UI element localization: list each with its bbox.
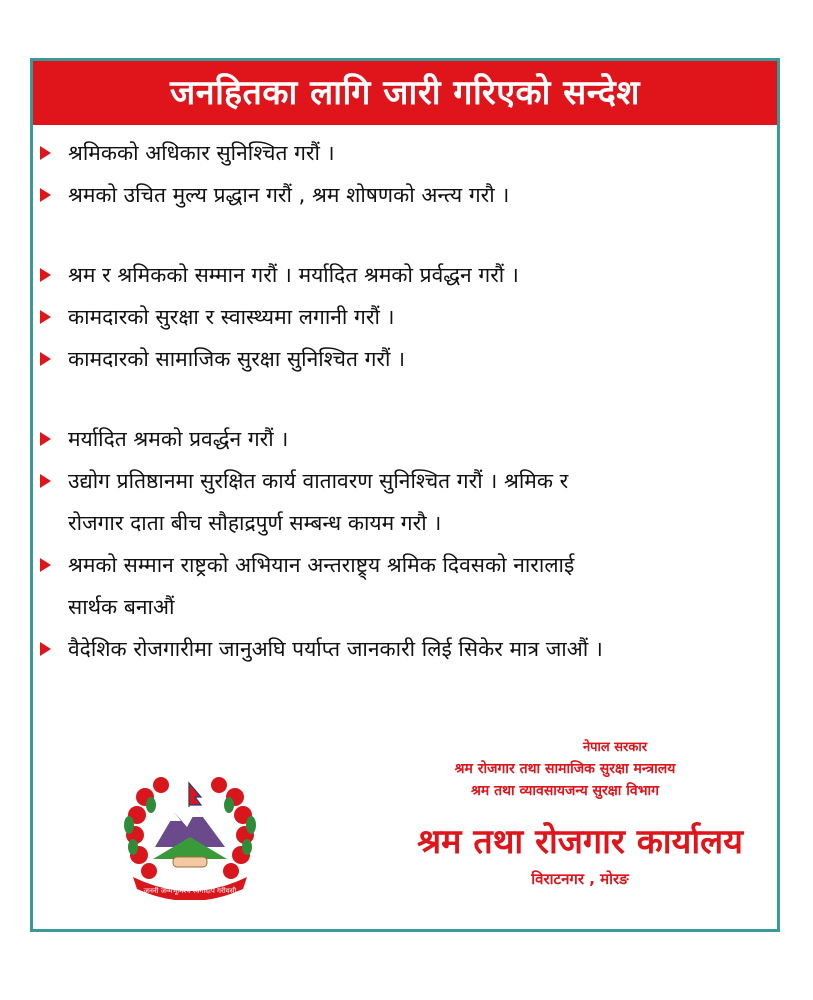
message-item: [38, 254, 783, 296]
message-text: कामदारको सुरक्षा र स्वास्थ्यमा लगानी गरौं ।: [68, 305, 395, 329]
ministry-name: श्रम रोजगार तथा सामाजिक सुरक्षा मन्त्रालय: [454, 761, 676, 777]
message-item: [38, 628, 783, 670]
message-item: [38, 460, 783, 502]
bullet-arrow-icon: [40, 642, 51, 656]
office-signature-block: [355, 738, 775, 890]
message-text: सार्थक बनाऔं: [68, 595, 175, 619]
message-item: [38, 132, 783, 174]
government-name: नेपाल सरकार: [582, 740, 648, 755]
message-text: श्रमको सम्मान राष्ट्रको अभियान अन्तराष्ट्र्य श्रमिक दिवसको नारालाई: [68, 553, 575, 577]
bullet-arrow-icon: [40, 146, 51, 160]
bullet-arrow-icon: [40, 268, 51, 282]
nepal-emblem-icon: [115, 775, 265, 900]
poster-title-banner: जनहितका लागि जारी गरिएको सन्देश: [33, 61, 777, 125]
bullet-arrow-icon: [40, 474, 51, 488]
bullet-arrow-icon: [40, 310, 51, 324]
message-item: [38, 174, 783, 216]
message-text: श्रमको उचित मुल्य प्रद्धान गरौं , श्रम शोषणको अन्त्य गरौ ।: [68, 183, 510, 207]
message-item: [38, 338, 783, 380]
office-location: विराटनगर , मोरङ: [531, 870, 629, 888]
office-name: श्रम तथा रोजगार कार्यालय: [417, 822, 743, 862]
message-text: श्रम र श्रमिकको सम्मान गरौं । मर्यादित श्रमको प्रर्वद्धन गरौं ।: [68, 263, 519, 287]
message-text: उद्योग प्रतिष्ठानमा सुरक्षित कार्य वातावरण सुनिश्चित गरौं । श्रमिक र: [68, 469, 569, 493]
message-text: कामदारको सामाजिक सुरक्षा सुनिश्चित गरौं ।: [68, 347, 406, 371]
message-item-continuation: [38, 502, 783, 544]
message-item: [38, 418, 783, 460]
department-name: श्रम तथा व्यावसायजन्य सुरक्षा विभाग: [470, 783, 660, 799]
message-item: [38, 296, 783, 338]
bullet-arrow-icon: [40, 432, 51, 446]
bullet-arrow-icon: [40, 558, 51, 572]
message-item: [38, 544, 783, 586]
message-item-continuation: [38, 586, 783, 628]
bullet-arrow-icon: [40, 352, 51, 366]
message-text: वैदेशिक रोजगारीमा जानुअघि पर्याप्त जानकारी लिई सिकेर मात्र जाऔं ।: [68, 637, 603, 661]
message-text: मर्यादित श्रमको प्रवर्द्धन गरौं ।: [68, 427, 289, 451]
message-text: श्रमिकको अधिकार सुनिश्चित गरौं ।: [68, 141, 335, 165]
emblem-motto: जननी जन्मभूमिश्च स्वर्गादपि गरीयसी: [143, 887, 237, 895]
message-list: [38, 132, 783, 670]
bullet-arrow-icon: [40, 188, 51, 202]
message-text: रोजगार दाता बीच सौहाद्रपुर्ण सम्बन्ध कायम गरौ ।: [68, 511, 442, 535]
